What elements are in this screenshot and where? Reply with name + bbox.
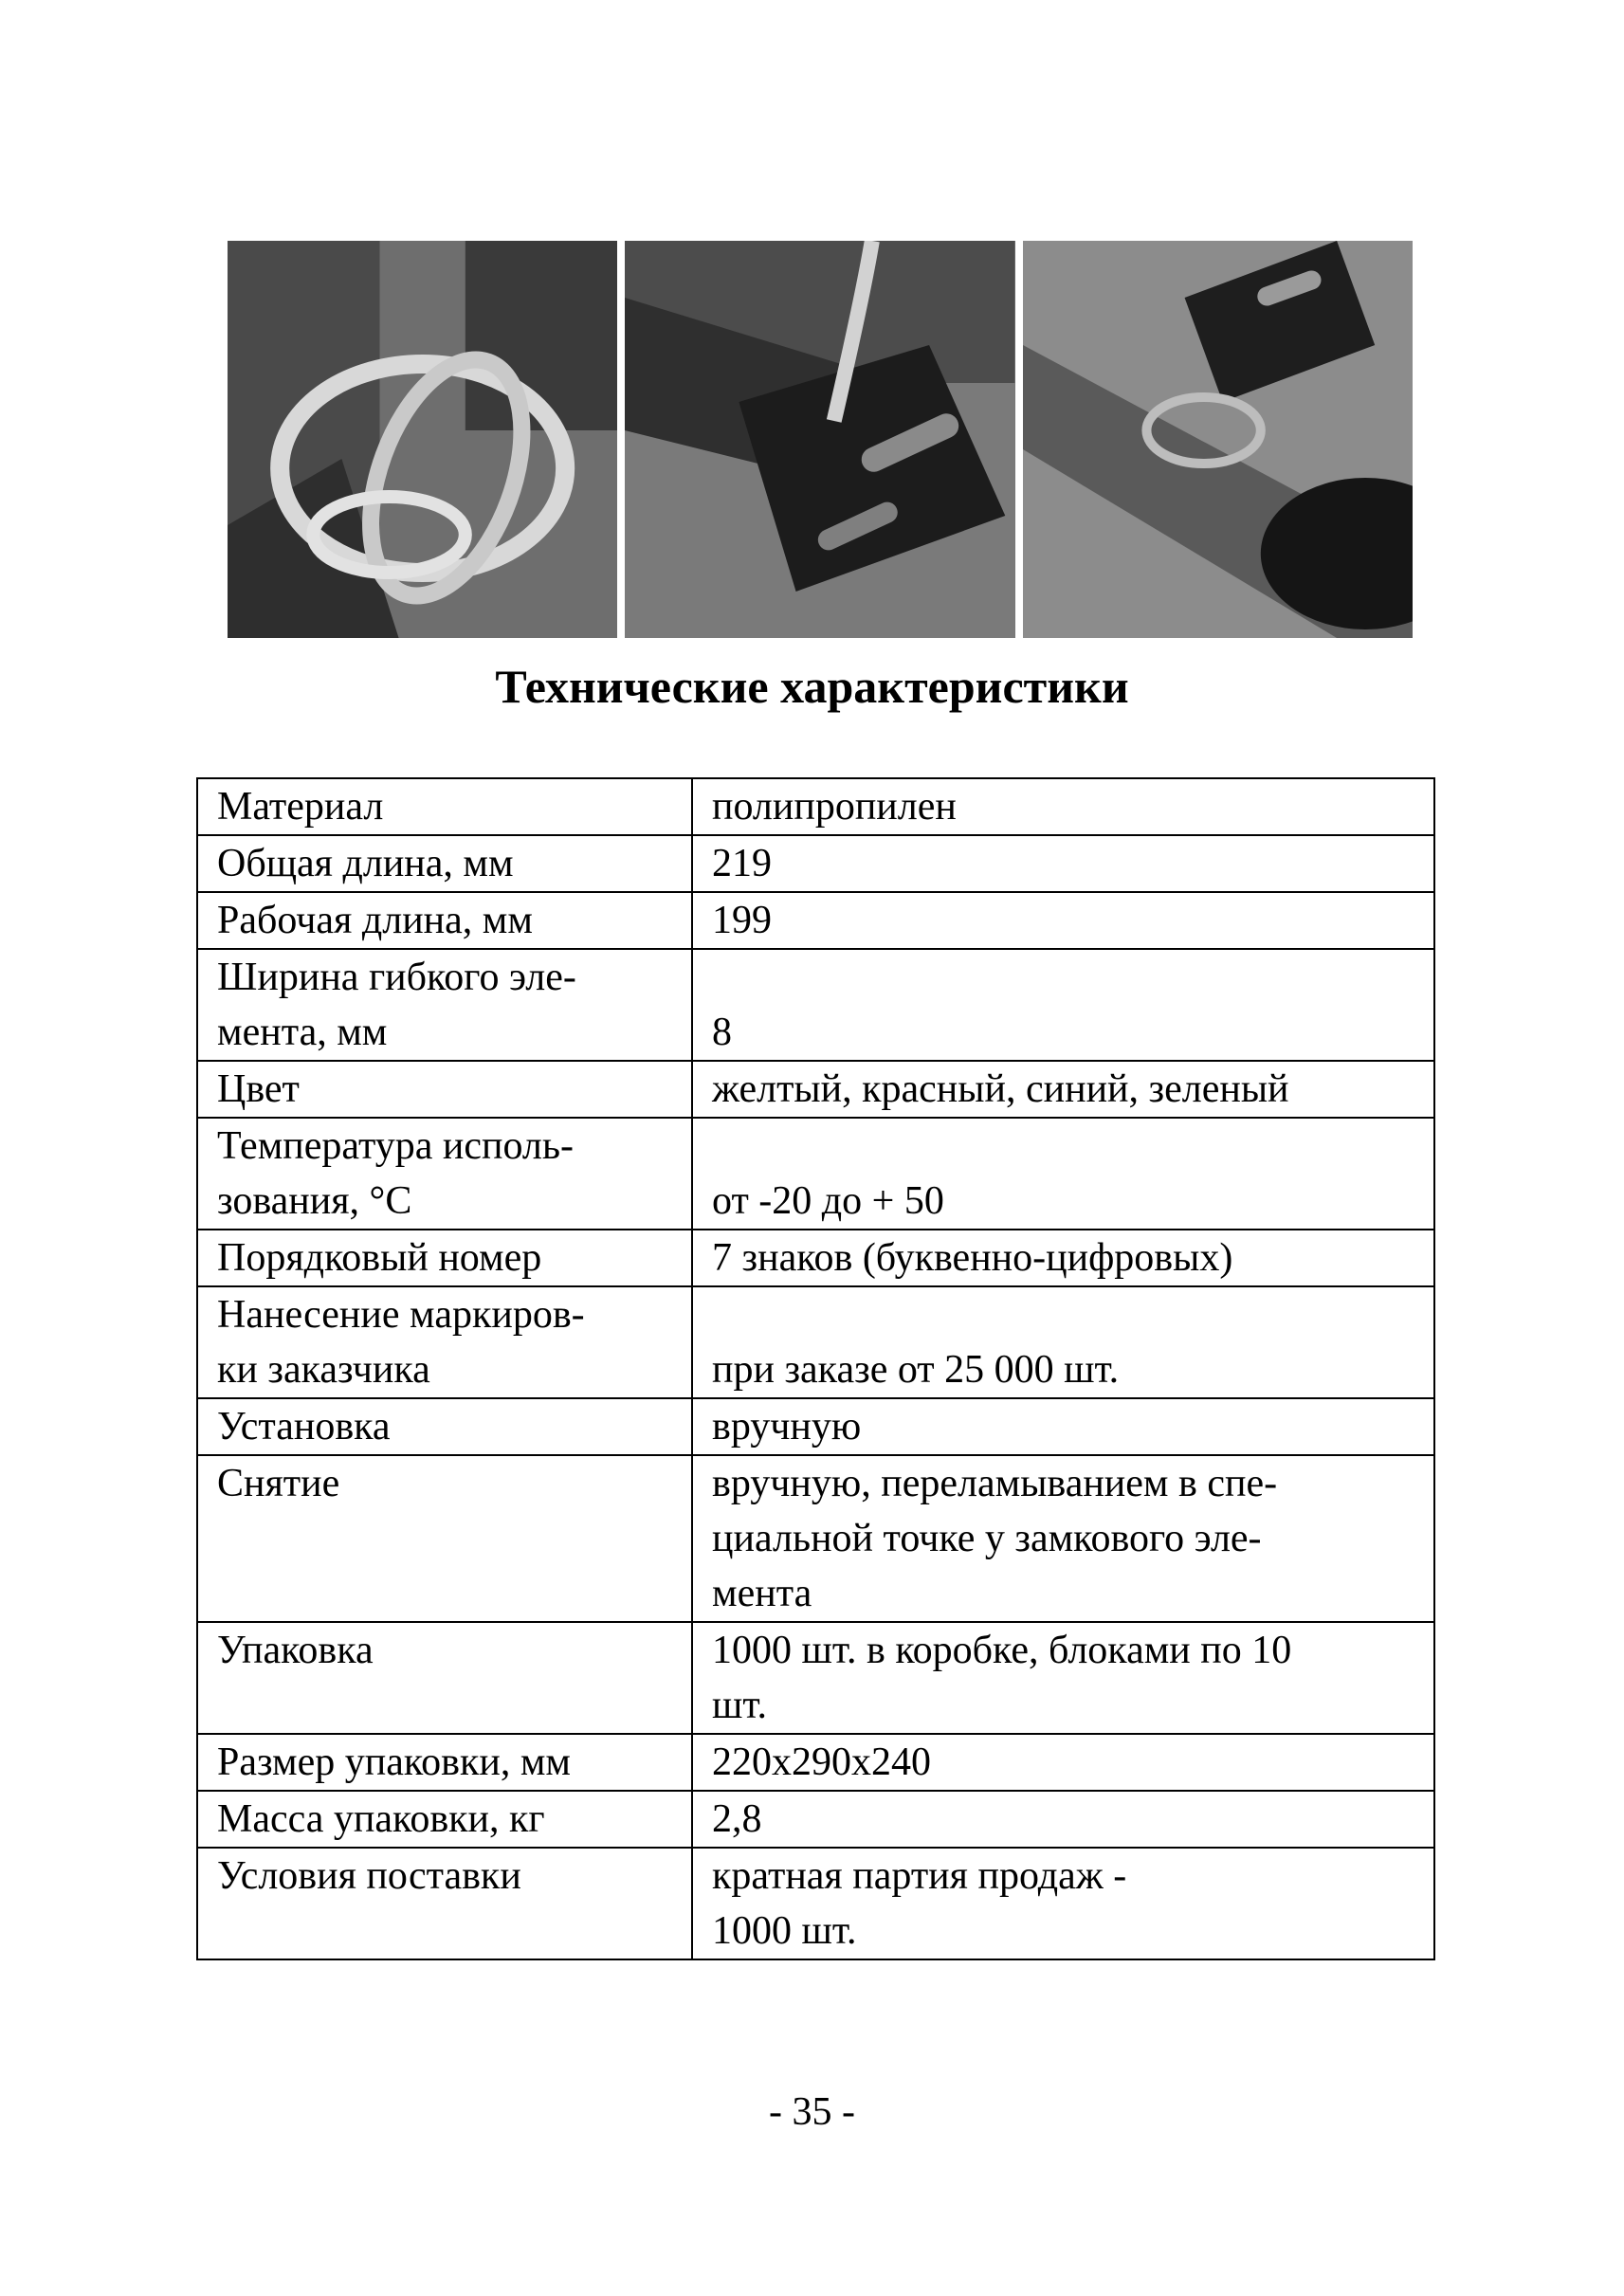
spec-parameter: Ширина гибкого эле- мента, мм [197,949,692,1061]
spec-parameter: Общая длина, мм [197,835,692,892]
spec-value: кратная партия продаж - 1000 шт. [692,1848,1434,1959]
table-row [197,778,1434,835]
spec-parameter: Порядковый номер [197,1230,692,1286]
spec-value: 1000 шт. в коробке, блоками по 10 шт. [692,1622,1434,1734]
spec-value: 220х290х240 [692,1734,1434,1791]
spec-parameter: Рабочая длина, мм [197,892,692,949]
table-row [197,835,1434,892]
spec-parameter: Нанесение маркиров- ки заказчика [197,1286,692,1398]
spec-value: вручную, переламыванием в спе- циальной точке у замкового эле- мента [692,1455,1434,1622]
table-row [197,1791,1434,1848]
spec-value: 219 [692,835,1434,892]
table-row [197,1398,1434,1455]
spec-parameter: Цвет [197,1061,692,1118]
spec-parameter: Условия поставки [197,1848,692,1959]
table-row [197,1286,1434,1398]
spec-parameter: Снятие [197,1455,692,1622]
table-row [197,1455,1434,1622]
table-row [197,1230,1434,1286]
spec-value: от -20 до + 50 [692,1118,1434,1230]
spec-parameter: Температура исполь- зования, °С [197,1118,692,1230]
table-row [197,1848,1434,1959]
spec-value: 8 [692,949,1434,1061]
product-photo-seal-body [625,241,1014,638]
document-title: Технические характеристики [495,660,1129,713]
product-photo-strip [228,241,1413,638]
table-row [197,1061,1434,1118]
table-row [197,1734,1434,1791]
spec-value: 2,8 [692,1791,1434,1848]
specifications-table [196,777,1435,1960]
spec-parameter: Установка [197,1398,692,1455]
spec-value: вручную [692,1398,1434,1455]
spec-parameter: Масса упаковки, кг [197,1791,692,1848]
spec-parameter: Размер упаковки, мм [197,1734,692,1791]
spec-value: 199 [692,892,1434,949]
table-row [197,1622,1434,1734]
spec-value: при заказе от 25 000 шт. [692,1286,1434,1398]
table-row [197,1118,1434,1230]
spec-value: 7 знаков (буквенно-цифровых) [692,1230,1434,1286]
spec-value: желтый, красный, синий, зеленый [692,1061,1434,1118]
table-row [197,949,1434,1061]
product-photo-strap-loops [228,241,617,638]
spec-parameter: Упаковка [197,1622,692,1734]
spec-parameter: Материал [197,778,692,835]
table-row [197,892,1434,949]
product-photo-seal-on-pipe [1023,241,1413,638]
page-number: - 35 - [769,2090,855,2134]
spec-value: полипропилен [692,778,1434,835]
